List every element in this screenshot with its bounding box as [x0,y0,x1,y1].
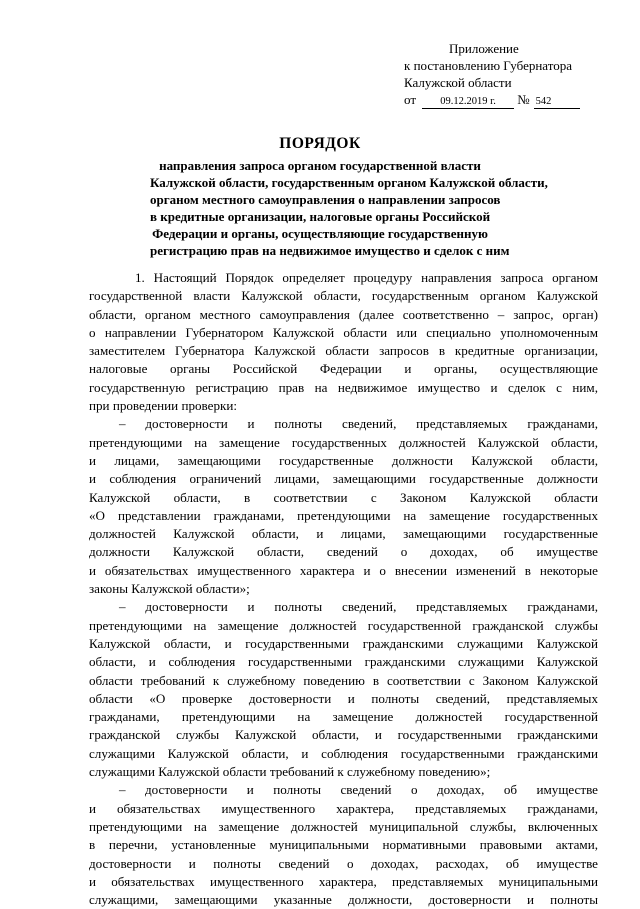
body-line: области «О проверке достоверности и полноты сведений, представляемых [89,690,598,706]
resolution-number: 542 [534,95,580,109]
body-line: заместителем Губернатора Калужской области запросов в кредитные организации, [89,343,598,359]
document-body [89,269,598,909]
body-line: о направлении Губернатором Калужской области или специально уполномоченным [89,324,598,340]
body-line: – достоверности и полноты сведений, представляемых гражданами, [119,599,598,615]
body-line: гражданами, претендующими на замещение должностей государственной [89,709,598,725]
body-line: в перечни, установленные муниципальными нормативными правовыми актами, [89,837,598,853]
body-line: области, органом местного самоуправления (далее соответственно – запрос, орган) [89,306,598,322]
appendix-region: Калужской области [404,75,512,90]
resolution-date: 09.12.2019 г. [422,95,514,109]
subtitle-line: Калужской области, государственным органом Калужской области, [150,175,548,190]
body-line: претендующими на замещение государственных должностей Калужской области, [89,434,598,450]
appendix-label: Приложение [449,41,519,56]
body-line: и обязательствах имущественного характера, представляемых муниципальными [89,873,598,889]
body-line: и соблюдения ограничений лицами, замещающими государственные должности [89,471,598,487]
appendix-resolution-ref: к постановлению Губернатора [404,58,573,73]
body-line: служащими Калужской области, и соблюдения государственными гражданскими [89,745,598,761]
body-line: Калужской области, в соответствии с Законом Калужской области [89,489,598,505]
from-label: от [404,92,417,107]
body-line: претендующими на замещение должностей муниципальной службы, включенных [89,818,598,834]
body-line: должности Калужской области, сведений о доходах, об имуществе [89,544,598,560]
body-line: – достоверности и полноты сведений о доходах, об имуществе [119,782,598,798]
subtitle-line: органом местного самоуправления о направлении запросов [150,192,501,207]
body-line: области требований к служебному поведению в соответствии с Законом Калужской [89,672,598,688]
body-line: достоверности и полноты сведений о доходах, расходах, об имуществе [89,855,598,871]
body-line: при проведении проверки: [89,398,238,414]
body-line: служащими Калужской области требований к служебному поведению»; [89,764,491,780]
body-line: служащими, замещающими указанные должности, достоверности и полноты [89,892,598,908]
body-line: области, и соблюдения государственными гражданскими служащими Калужской [89,654,598,670]
body-line: – достоверности и полноты сведений, представляемых гражданами, [119,416,598,432]
body-line: претендующими на замещение должностей государственной гражданской службы [89,617,598,633]
appendix-header [404,40,604,109]
body-line: законы Калужской области»; [89,581,250,597]
body-line: государственной власти Калужской области, государственным органом Калужской [89,288,598,304]
body-line: и обязательствах имущественного характера, представляемых гражданами, [89,800,598,816]
body-line: гражданской службы Калужской области, и государственными гражданскими [89,727,598,743]
document-subtitle [150,157,548,259]
appendix-date-line [404,91,604,109]
body-line: налоговые органы Российской Федерации и органы, осуществляющие [89,361,598,377]
body-line: 1. Настоящий Порядок определяет процедуру направления запроса органом [135,270,598,285]
subtitle-line: Федерации и органы, осуществляющие государственную [152,226,488,241]
body-line: должностей Калужской области, и лицами, замещающими государственные [89,526,598,542]
number-label: № [517,92,530,107]
body-line: и лицами, замещающими государственные должности Калужской области, [89,452,598,468]
body-line: «О представлении гражданами, претендующими на замещение государственных [89,507,598,523]
subtitle-line: направления запроса органом государственной власти [159,158,481,173]
body-line: Калужской области, и государственными гражданскими служащими Калужской [89,635,598,651]
subtitle-line: в кредитные организации, налоговые органы Российской [150,209,491,224]
body-line: и обязательствах имущественного характера и о внесении изменений в некоторые [89,562,598,578]
body-line: государственную регистрацию прав на недвижимое имущество и сделок с ним, [89,379,598,395]
subtitle-line: регистрацию прав на недвижимое имущество и сделок с ним [150,243,510,258]
document-title: ПОРЯДОК [279,135,361,152]
